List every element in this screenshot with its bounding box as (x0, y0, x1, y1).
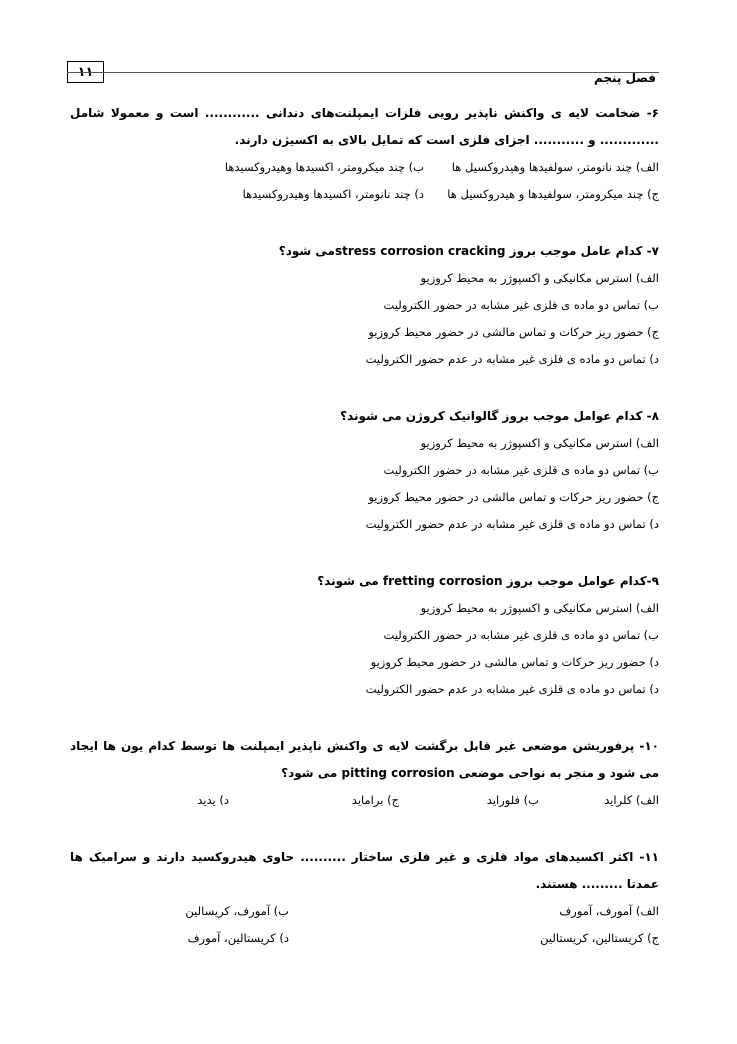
options-row (70, 181, 659, 208)
option-a: الف) استرس مکانیکی و اکسپوژر به محیط کروزیو (420, 601, 659, 615)
option-b: ب) تماس دو ماده ی فلزی غیر مشابه در حضور الکترولیت (383, 298, 659, 312)
option-c: ج) چند میکرومتر، سولفیدها و هیدروکسیل ها (447, 187, 659, 201)
question-text: ۶- ضخامت لایه ی واکنش ناپذیر رویی فلزات ایمپلنت‌های دندانی ............ است و معمولا شامل ............. و ........... اجزای فلزی است که تمایل بالای به اکسیژن دارند. (70, 106, 659, 147)
question-9 (70, 568, 659, 703)
option-c: د) حضور ریز حرکات و تماس مالشی در حضور محیط کروزیو (370, 655, 659, 669)
options-row (70, 154, 659, 181)
option-b: ب) چند میکرومتر، اکسیدها وهیدروکسیدها (224, 160, 424, 174)
question-text: ۱۱- اکثر اکسیدهای مواد فلزی و غیر فلزی ساختار .......... حاوی هیدروکسید دارند و سرامیک ها عمدتا ......... هستند. (70, 850, 659, 891)
option-d: د) کریستالین، آمورف (187, 931, 289, 945)
question-text: ۸- کدام عوامل موجب بروز گالوانیک کروژن می شوند؟ (340, 409, 659, 423)
page-number: ۱۱ (67, 61, 104, 83)
option-d: د) تماس دو ماده ی فلزی غیر مشابه در عدم حضور الکترولیت (365, 352, 659, 366)
question-11 (70, 844, 659, 952)
question-6 (70, 100, 659, 208)
option-b: ب) آمورف، کریسالین (185, 904, 289, 918)
option-a: الف) آمورف، آمورف (559, 904, 659, 918)
option-c: ج) کریستالین، کریستالین (540, 931, 659, 945)
option-d: د) تماس دو ماده ی قلزی غیر مشابه در عدم حضور الکترولیت (365, 682, 659, 696)
question-8 (70, 403, 659, 538)
option-a: الف) استرس مکانیکی و اکسپوژر به محیط کروزیو (420, 271, 659, 285)
question-7 (70, 238, 659, 373)
option-a: الف) کلراید (604, 793, 659, 807)
option-b: ب) تماس دو ماده ی قلزی غیر مشابه در حضور الکترولیت (383, 628, 659, 642)
option-a: الف) چند نانومتر، سولفیدها وهیدروکسیل ها (451, 160, 659, 174)
options-row (70, 925, 659, 952)
option-b: ب) تماس دو ماده ی قلزی غیر مشابه در حضور الکترولیت (383, 463, 659, 477)
options-row (70, 787, 659, 814)
options-row (70, 898, 659, 925)
questions-list (70, 100, 659, 982)
option-d: د) تماس دو ماده ی قلزی غیر مشابه در عدم حضور الکترولیت (365, 517, 659, 531)
option-c: ج) حضور ریز حرکات و تماس مالشی در حضور محیط کروزیو (368, 325, 659, 339)
chapter-title: فصل پنجم (593, 71, 656, 85)
question-text: ۱۰- پرفوریشن موضعی غیر قابل برگشت لایه ی واکنش ناپذیر ایمپلنت ها توسط کدام یون ها ایجاد می شود و منجر به نواحی موضعی pitting corrosion می شود؟ (70, 739, 659, 780)
header-divider (67, 72, 659, 73)
option-a: الف) استرس مکانیکی و اکسپوژر به محیط کروزیو (420, 436, 659, 450)
question-10 (70, 733, 659, 814)
question-text: ۷- کدام عامل موجب بروز stress corrosion crackingمی شود؟ (278, 244, 659, 258)
option-c: ج) حضور ریز حرکات و تماس مالشی در حضور محیط کروزیو (368, 490, 659, 504)
question-text: ۹-کدام عوامل موجب بروز fretting corrosion می شوند؟ (317, 574, 659, 588)
option-d: د) يديد (197, 793, 229, 807)
option-d: د) چند نانومتر، اکسیدها وهیدروکسیدها (242, 187, 424, 201)
option-c: ج) برامايد (351, 793, 399, 807)
option-b: ب) فلوراید (486, 793, 539, 807)
